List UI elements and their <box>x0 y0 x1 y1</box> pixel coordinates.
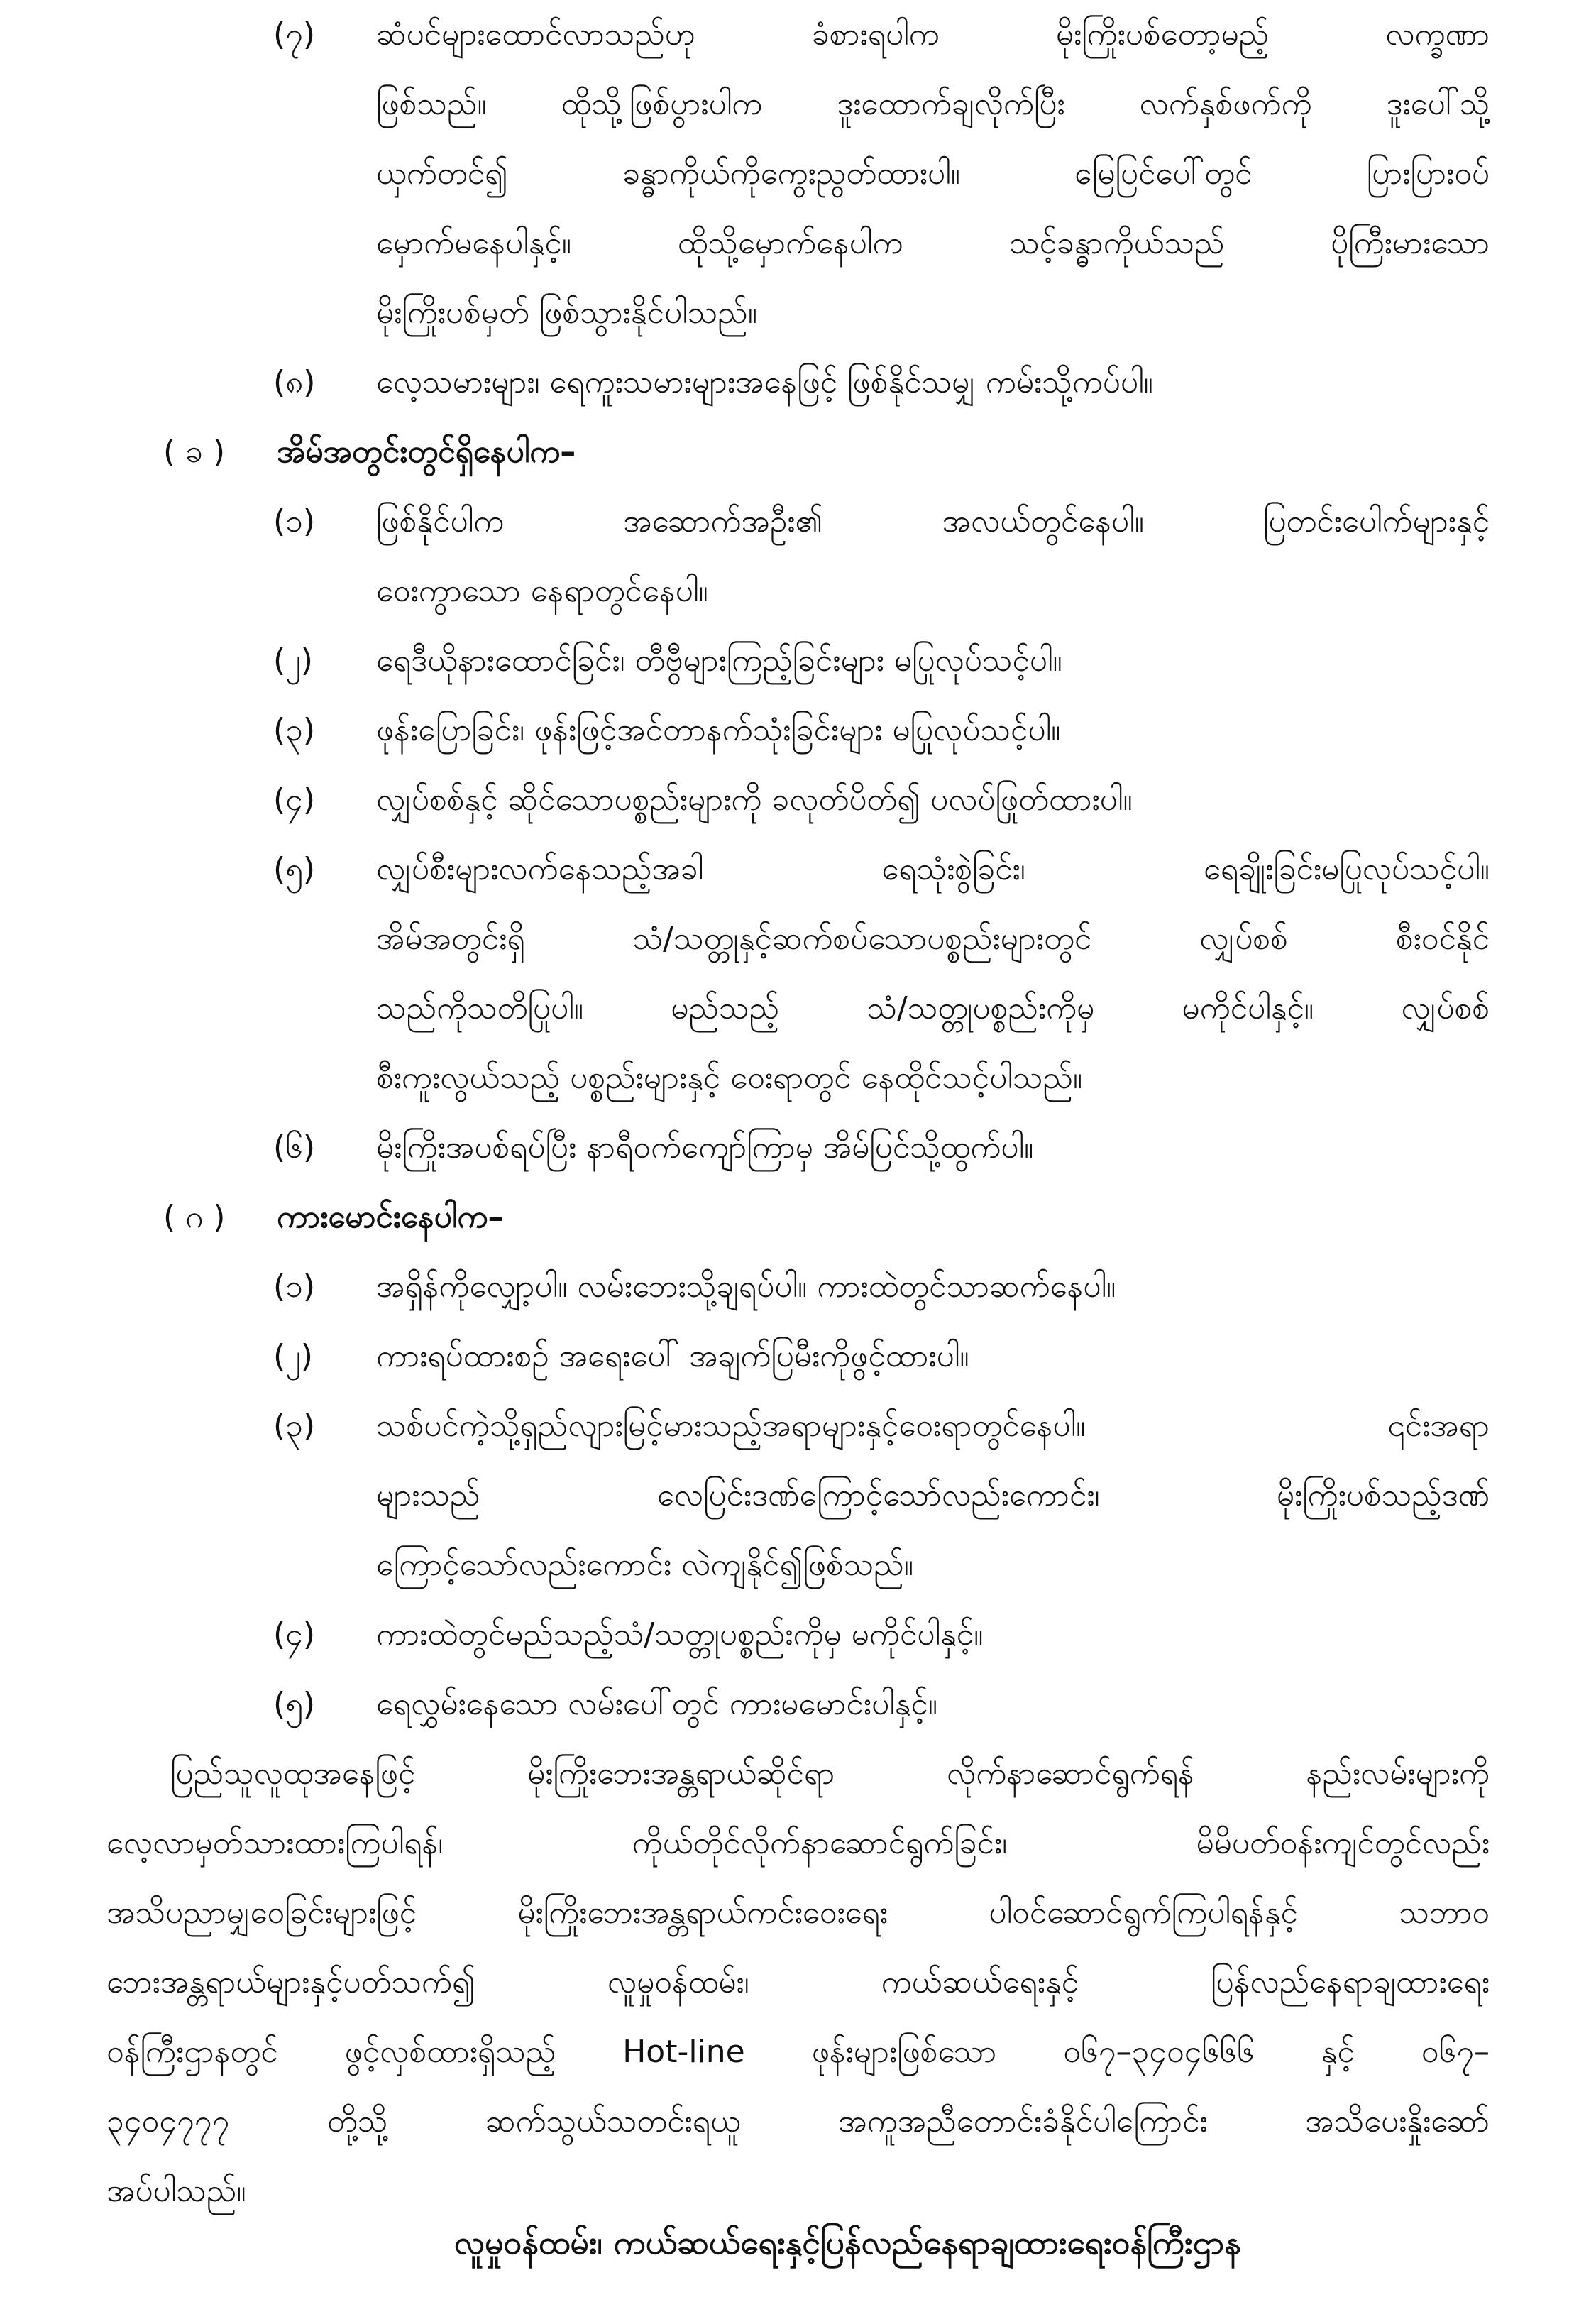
list-item <box>106 348 1490 417</box>
item-number: (၃) <box>273 1408 316 1444</box>
item-body <box>376 487 1490 626</box>
ministry-signature: လူမှုဝန်ထမ်း၊ ကယ်ဆယ်ရေးနှင့်ပြန်လည်နေရာချထားရေးဝန်ကြီးဌာန <box>454 2223 1241 2262</box>
section-heading <box>106 1183 1490 1252</box>
section-number: ( ခ ) <box>163 434 226 470</box>
list-item <box>106 1600 1490 1670</box>
item-line: ကားရပ်ထားစဉ် အရေးပေါ် အချက်ပြမီးကိုဖွင့်ထားပါ။ <box>376 1338 969 1374</box>
item-line: ရေဒီယိုနားထောင်ခြင်း၊ တီဗွီများကြည့်ခြင်းများ မပြုလုပ်သင့်ပါ။ <box>376 642 1062 679</box>
item-line: ဆံပင်များထောင်လာသည်ဟု ခံစားရပါက မိုးကြိုးပစ်တော့မည့် လက္ခဏာ <box>376 16 1490 53</box>
list-item <box>106 765 1490 835</box>
closing-paragraph <box>106 1739 1490 2226</box>
item-body <box>376 835 1490 1113</box>
item-line: ဖုန်းပြောခြင်း၊ ဖုန်းဖြင့်အင်တာနက်သုံးခြင်းများ မပြုလုပ်သင့်ပါ။ <box>376 712 1061 748</box>
item-body <box>376 1252 1490 1322</box>
item-line: ဖြစ်သည်။ ထိုသို့ဖြစ်ပွားပါက ဒူးထောက်ချလိုက်ပြီး လက်နှစ်ဖက်ကို ဒူးပေါ်သို့ <box>376 86 1490 122</box>
item-body <box>376 1322 1490 1391</box>
item-body <box>376 0 1490 348</box>
item-line: မှောက်မနေပါနှင့်။ ထိုသို့မှောက်နေပါက သင့်ခန္ဓာကိုယ်သည် ပိုကြီးမားသော <box>376 225 1490 261</box>
item-line: လျှပ်စီးများလက်နေသည့်အခါ ရေသုံးစွဲခြင်း၊ ရေချိုးခြင်းမပြုလုပ်သင့်ပါ။ <box>376 851 1490 887</box>
list-item <box>106 1322 1490 1391</box>
item-line: ဖြစ်နိုင်ပါက အဆောက်အဦး၏ အလယ်တွင်နေပါ။ ပြတင်းပေါက်များနှင့် <box>376 503 1490 539</box>
item-number: (၃) <box>273 712 316 748</box>
paragraph-line: လေ့လာမှတ်သားထားကြပါရန်၊ ကိုယ်တိုင်လိုက်နာဆောင်ရွက်ခြင်း၊ မိမိပတ်ဝန်းကျင်တွင်လည်း <box>106 1825 1490 1861</box>
item-line: ကြောင့်သော်လည်းကောင်း လဲကျနိုင်၍ဖြစ်သည်။ <box>376 1547 914 1583</box>
item-line: သစ်ပင်ကဲ့သို့ရှည်လျားမြင့်မားသည့်အရာများနှင့်ဝေးရာတွင်နေပါ။ ၎င်းအရာ <box>376 1408 1490 1444</box>
list-item <box>106 1670 1490 1739</box>
item-number: (၂) <box>273 642 313 679</box>
item-body <box>376 765 1490 835</box>
paragraph-line: အပ်ပါသည်။ <box>106 2173 246 2209</box>
paragraph-line: ဘေးအန္တရာယ်များနှင့်ပတ်သက်၍ လူမှုဝန်ထမ်း၊ ကယ်ဆယ်ရေးနှင့် ပြန်လည်နေရာချထားရေး <box>106 1964 1490 2000</box>
section-title: ကားမောင်းနေပါက– <box>277 1199 504 1235</box>
list-item <box>106 1391 1490 1600</box>
list-item <box>106 1252 1490 1322</box>
paragraph-line: အသိပညာမျှဝေခြင်းများဖြင့် မိုးကြိုးဘေးအန္တရာယ်ကင်းဝေးရေး ပါဝင်ဆောင်ရွက်ကြပါရန်နှင့် သဘာဝ <box>106 1895 1490 1931</box>
item-number: (၅) <box>273 851 316 887</box>
list-item <box>106 626 1490 696</box>
item-line: လျှပ်စစ်နှင့် ဆိုင်သောပစ္စည်းများကို ခလုတ်ပိတ်၍ ပလပ်ဖြုတ်ထားပါ။ <box>376 782 1133 818</box>
item-line: ကားထဲတွင်မည်သည့်သံ/သတ္တုပစ္စည်းကိုမှ မကိုင်ပါနှင့်။ <box>376 1616 984 1653</box>
item-number: (၆) <box>273 1129 316 1166</box>
item-line: စီးကူးလွယ်သည့် ပစ္စည်းများနှင့် ဝေးရာတွင် နေထိုင်သင့်ပါသည်။ <box>376 1060 1083 1096</box>
item-number: (၅) <box>273 1686 316 1722</box>
item-line: အရှိန်ကိုလျှော့ပါ။ လမ်းဘေးသို့ချရပ်ပါ။ ကားထဲတွင်သာဆက်နေပါ။ <box>376 1268 1116 1305</box>
list-item <box>106 696 1490 765</box>
item-body <box>376 626 1490 696</box>
list-item <box>106 487 1490 626</box>
item-line: ရေလွှမ်းနေသော လမ်းပေါ်တွင် ကားမမောင်းပါနှင့်။ <box>376 1686 938 1722</box>
section-home <box>106 417 1490 1183</box>
item-line: မိုးကြိုးပစ်မှတ် ဖြစ်သွားနိုင်ပါသည်။ <box>376 295 758 331</box>
item-number: (၂) <box>273 1338 313 1374</box>
section-number: ( ဂ ) <box>163 1199 226 1235</box>
item-number: (၄) <box>273 782 316 818</box>
list-item <box>106 0 1490 348</box>
item-line: ဝေးကွာသော နေရာတွင်နေပါ။ <box>376 573 708 609</box>
section-title: အိမ်အတွင်းတွင်ရှိနေပါက– <box>277 434 576 470</box>
item-number: (၇) <box>273 16 316 53</box>
list-item <box>106 1113 1490 1183</box>
item-line: လေ့သမားများ၊ ရေကူးသမားများအနေဖြင့် ဖြစ်နိုင်သမျှ ကမ်းသို့ကပ်ပါ။ <box>376 364 1153 400</box>
item-line: သည်ကိုသတိပြုပါ။ မည်သည့် သံ/သတ္တုပစ္စည်းကိုမှ မကိုင်ပါနှင့်။ လျှပ်စစ် <box>376 990 1490 1026</box>
section-heading <box>106 417 1490 487</box>
paragraph-line: ၃၄၀၄၇၇၇ တို့သို့ ဆက်သွယ်သတင်းရယူ အကူအညီတောင်းခံနိုင်ပါကြောင်း အသိပေးနှိုးဆော် <box>106 2103 1490 2139</box>
top-items <box>106 0 1490 417</box>
item-body <box>376 1600 1490 1670</box>
item-line: အိမ်အတွင်းရှိ သံ/သတ္တုနှင့်ဆက်စပ်သောပစ္စည်းများတွင် လျှပ်စစ် စီးဝင်နိုင် <box>376 921 1490 957</box>
item-line: များသည် လေပြင်းဒဏ်ကြောင့်သော်လည်းကောင်း၊ မိုးကြိုးပစ်သည့်ဒဏ် <box>376 1477 1490 1513</box>
list-item <box>106 835 1490 1113</box>
item-number: (၁) <box>273 1268 316 1305</box>
item-line: ယှက်တင်၍ ခန္ဓာကိုယ်ကိုကွေးညွတ်ထားပါ။ မြေပြင်ပေါ်တွင် ပြားပြားဝပ် <box>376 155 1490 192</box>
paragraph-line: ပြည်သူလူထုအနေဖြင့် မိုးကြိုးဘေးအန္တရာယ်ဆိုင်ရာ လိုက်နာဆောင်ရွက်ရန် နည်းလမ်းများကို <box>170 1755 1490 1792</box>
section-car <box>106 1183 1490 1739</box>
item-body <box>376 1113 1490 1183</box>
item-body <box>376 1391 1490 1600</box>
item-number: (၈) <box>273 364 316 400</box>
item-body <box>376 696 1490 765</box>
item-body <box>376 348 1490 417</box>
paragraph-line: ဝန်ကြီးဌာနတွင် ဖွင့်လှစ်ထားရှိသည့် Hot-line ဖုန်းများဖြစ်သော ၀၆၇–၃၄၀၄၆၆၆ နှင့် ၀၆၇– <box>106 2034 1490 2070</box>
item-body <box>376 1670 1490 1739</box>
item-number: (၄) <box>273 1616 316 1653</box>
item-number: (၁) <box>273 503 316 539</box>
item-line: မိုးကြိုးအပစ်ရပ်ပြီး နာရီဝက်ကျော်ကြာမှ အိမ်ပြင်သို့ထွက်ပါ။ <box>376 1129 1034 1166</box>
